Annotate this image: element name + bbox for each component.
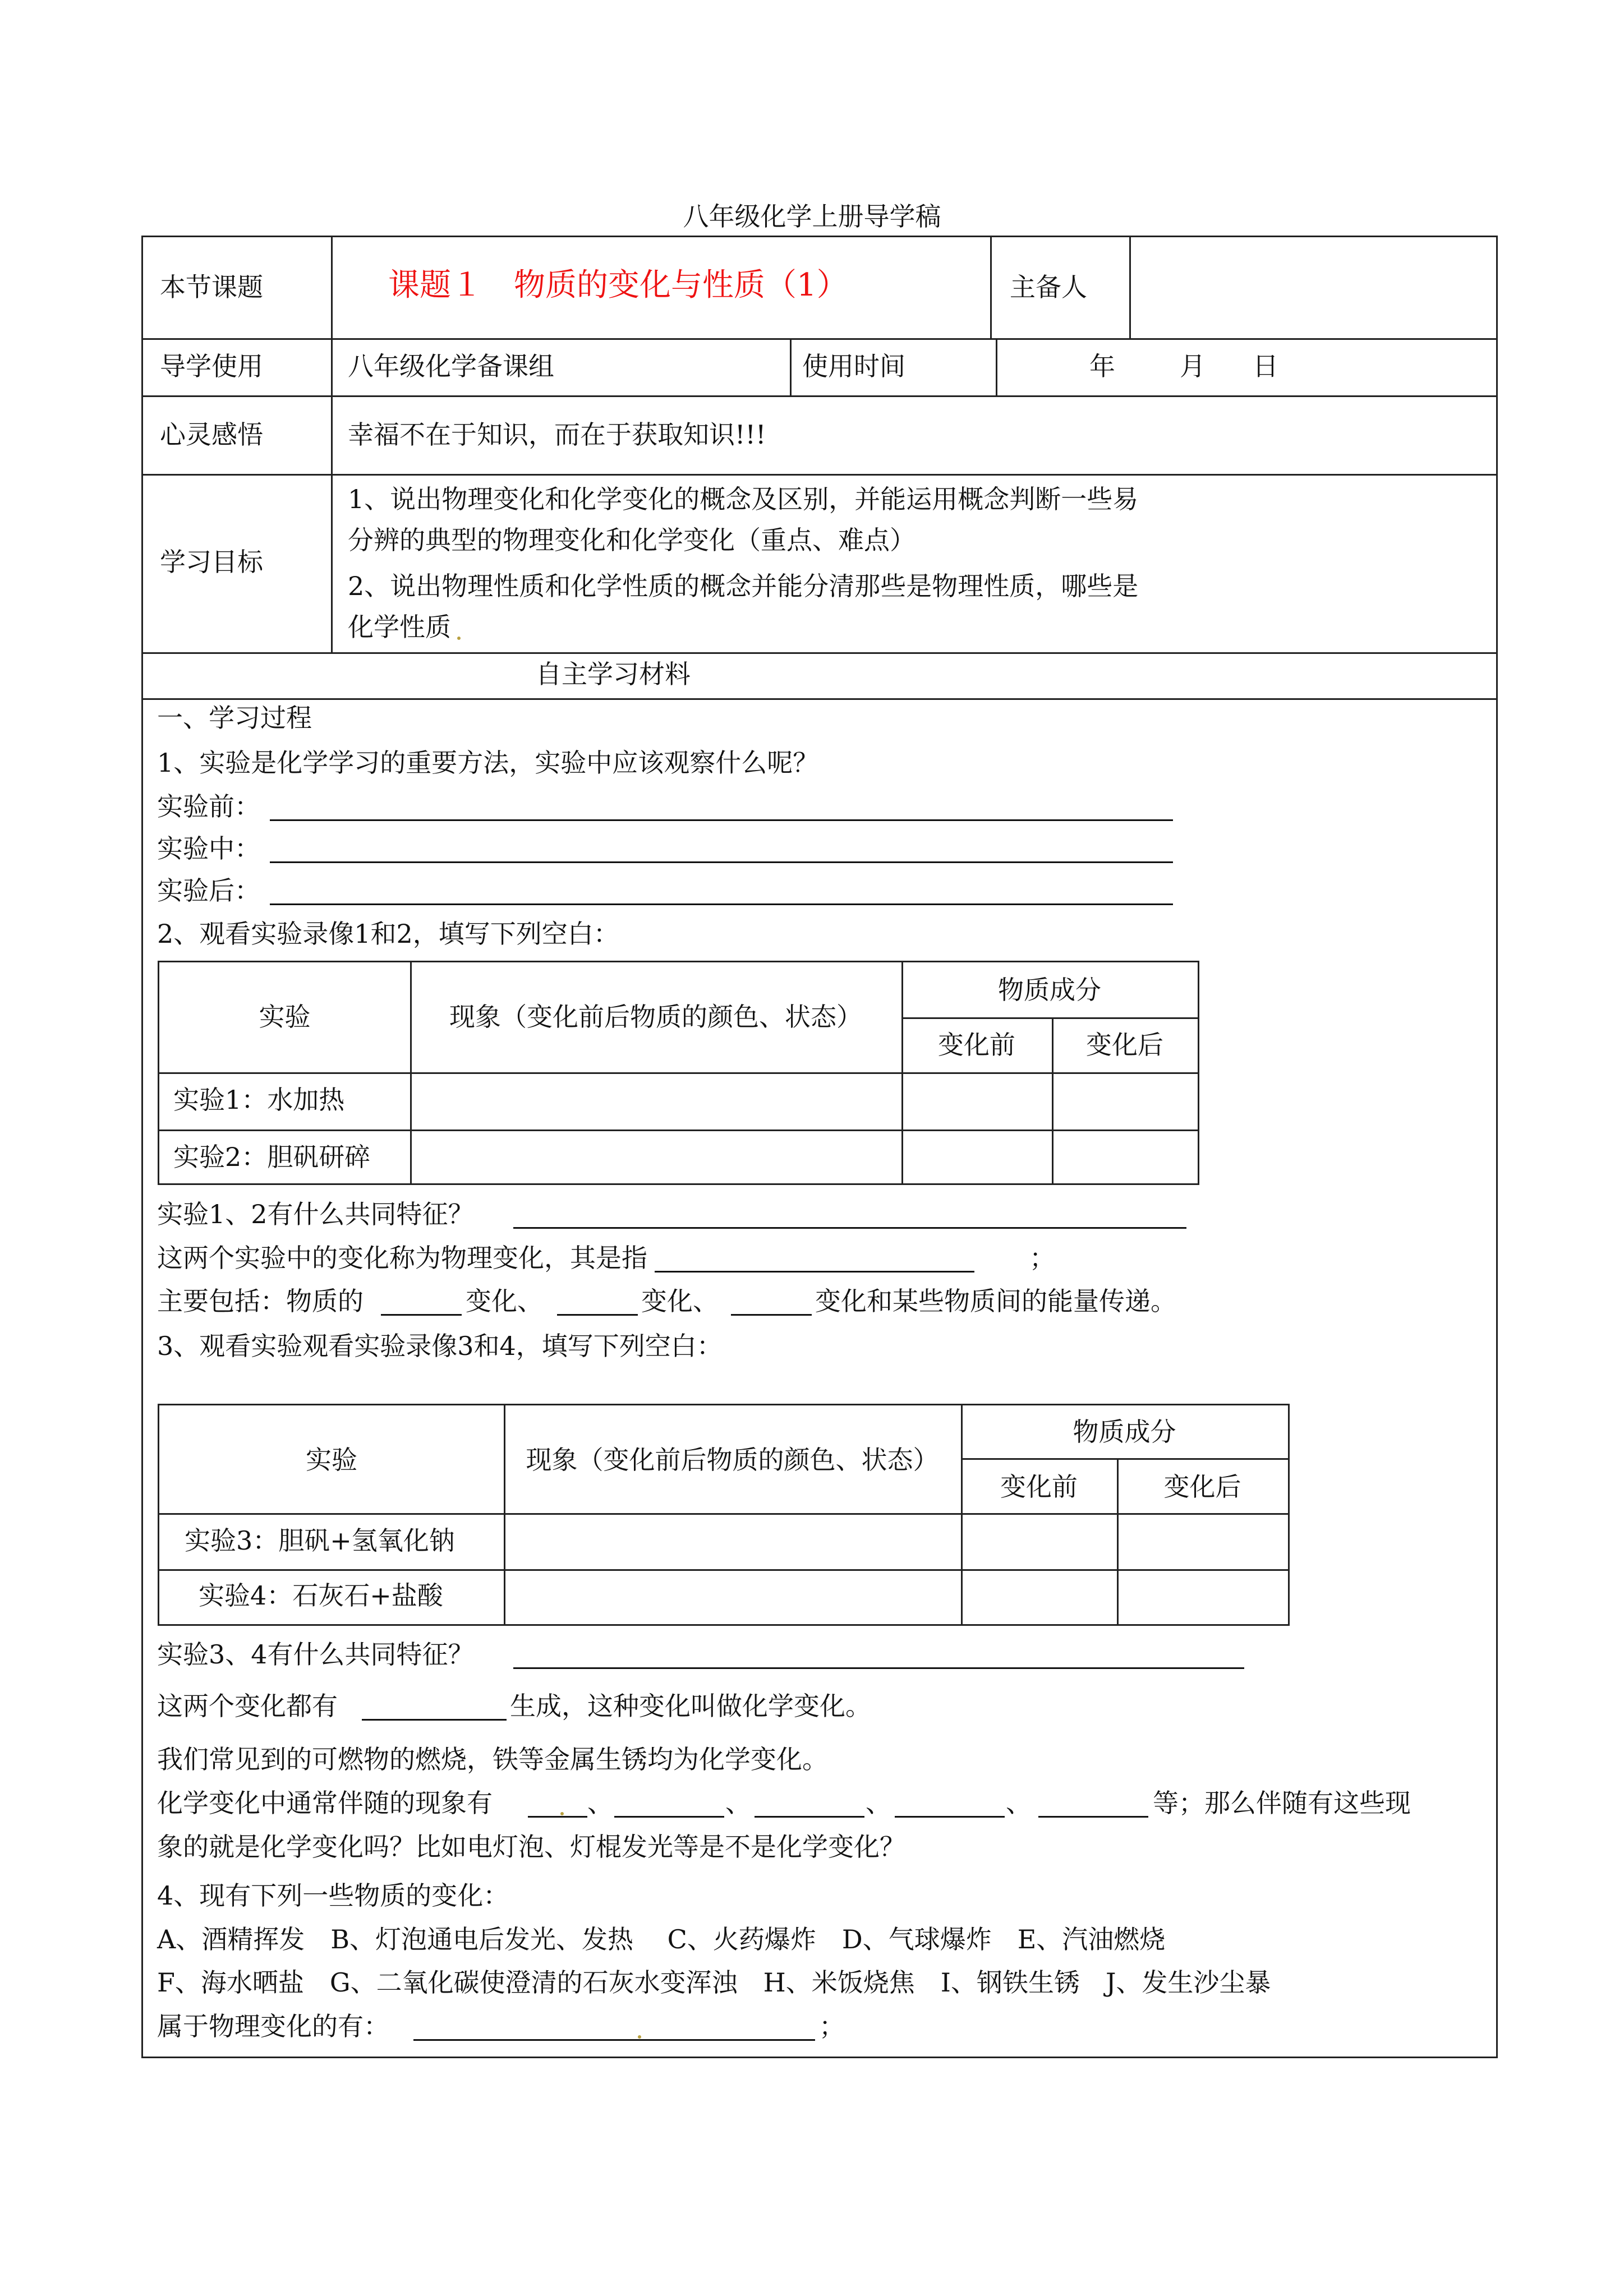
table2-header-experiment: 实验 [306, 1445, 357, 1475]
table1-header-after: 变化后 [1086, 1030, 1163, 1060]
includes-text-c: 变化、 [641, 1286, 719, 1316]
includes-blank-2[interactable] [557, 1314, 638, 1316]
goal-line: 1、说出物理变化和化学变化的概念及区别，并能运用概念判断一些易 [348, 484, 1139, 514]
during-label: 实验中： [157, 833, 260, 864]
table2-header-before: 变化前 [1000, 1472, 1078, 1502]
table1-row-2: 实验2：胆矾研碎 [173, 1142, 371, 1172]
semicolon: ； [1029, 1243, 1055, 1273]
physical-list-label: 属于物理变化的有： [157, 2011, 389, 2041]
year-label: 年 [1089, 351, 1115, 381]
common-change: 我们常见到的可燃物的燃烧，铁等金属生锈均为化学变化。 [157, 1744, 828, 1774]
options-line-1: A、酒精挥发 B、灯泡通电后发光、发热 C、火药爆炸 D、气球爆炸 E、汽油燃烧 [157, 1924, 1166, 1954]
motto-value: 幸福不在于知识，而在于获取知识!!! [348, 419, 766, 450]
semicolon: ； [819, 2011, 845, 2041]
question-3-tail: 实验3、4有什么共同特征？ [157, 1639, 474, 1670]
includes-blank-3[interactable] [731, 1314, 812, 1316]
question-2: 2、观看实验录像1和2，填写下列空白： [157, 919, 619, 949]
physical-definition: 这两个实验中的变化称为物理变化，其是指 [157, 1243, 647, 1273]
phenomena-blank-4[interactable] [895, 1816, 1005, 1818]
phenomena-blank-2[interactable] [614, 1816, 724, 1818]
guide-value: 八年级化学备课组 [348, 351, 554, 381]
phenomena-blank-3[interactable] [755, 1816, 864, 1818]
options-line-2: F、海水晒盐 G、二氧化碳使澄清的石灰水变浑浊 H、米饭烧焦 I、钢铁生锈 J、发生沙尘暴 [157, 1967, 1271, 1998]
includes-text-a: 主要包括：物质的 [157, 1286, 364, 1316]
question-2-tail: 实验1、2有什么共同特征？ [157, 1199, 474, 1229]
document-title: 八年级化学上册导学稿 [683, 201, 941, 232]
separator: 、 [725, 1788, 751, 1818]
table2-row-2: 实验4：石灰石+盐酸 [199, 1580, 443, 1611]
table2-row-1: 实验3：胆矾+氢氧化钠 [185, 1525, 455, 1556]
separator: 、 [587, 1788, 613, 1818]
phenomena-text-c: 象的就是化学变化吗？比如电灯泡、灯棍发光等是不是化学变化？ [157, 1832, 905, 1862]
physical-list-blank[interactable] [413, 2039, 815, 2041]
experiment-table-1 [158, 961, 1199, 1185]
includes-text-b: 变化、 [466, 1286, 543, 1316]
table2-header-composition: 物质成分 [1073, 1417, 1176, 1447]
process-heading: 一、学习过程 [157, 703, 312, 733]
q2-tail-blank[interactable] [513, 1227, 1186, 1229]
guide-label: 导学使用 [160, 351, 263, 381]
separator: 、 [1006, 1788, 1032, 1818]
lesson-label: 本节课题 [160, 272, 263, 302]
before-blank[interactable] [270, 819, 1173, 821]
chemical-blank[interactable] [362, 1719, 507, 1721]
phenomena-blank-5[interactable] [1038, 1816, 1148, 1818]
experiment-table-2 [158, 1404, 1290, 1626]
separator: 、 [866, 1788, 891, 1818]
q3-tail-blank[interactable] [513, 1667, 1244, 1669]
goal-line: 分辨的典型的物理变化和化学变化（重点、难点） [348, 525, 915, 555]
during-blank[interactable] [270, 861, 1173, 863]
after-blank[interactable] [270, 903, 1173, 905]
lesson-title: 课题１ 物质的变化与性质（1） [388, 267, 848, 303]
includes-blank-1[interactable] [381, 1314, 462, 1316]
worksheet-table [141, 236, 1498, 2058]
table1-row-1: 实验1：水加热 [173, 1085, 345, 1115]
goal-line: 化学性质 [348, 612, 451, 642]
preparer-label: 主备人 [1010, 272, 1087, 302]
phenomena-text-b: 等；那么伴随有这些现 [1153, 1788, 1411, 1818]
time-label: 使用时间 [802, 351, 905, 381]
goals-label: 学习目标 [160, 547, 263, 577]
stray-dot [560, 1812, 564, 1815]
after-label: 实验后： [157, 875, 260, 906]
table1-header-experiment: 实验 [259, 1002, 311, 1032]
chemical-text-a: 这两个变化都有 [157, 1691, 338, 1721]
table2-header-after: 变化后 [1163, 1472, 1241, 1502]
chemical-text-b: 生成，这种变化叫做化学变化。 [510, 1691, 871, 1721]
phenomena-blank-1[interactable] [528, 1816, 587, 1818]
includes-text-d: 变化和某些物质间的能量传递。 [815, 1286, 1176, 1316]
stray-dot [638, 2035, 641, 2039]
stray-dot [457, 637, 461, 640]
table1-header-phenomenon: 现象（变化前后物质的颜色、状态） [449, 1002, 862, 1032]
phenomena-text-a: 化学变化中通常伴随的现象有 [157, 1788, 493, 1818]
table2-header-phenomenon: 现象（变化前后物质的颜色、状态） [526, 1445, 939, 1475]
table1-header-composition: 物质成分 [998, 975, 1101, 1005]
motto-label: 心灵感悟 [160, 419, 263, 450]
table1-header-before: 变化前 [938, 1030, 1015, 1060]
goal-line: 2、说出物理性质和化学性质的概念并能分清那些是物理性质，哪些是 [348, 571, 1139, 601]
question-4: 4、现有下列一些物质的变化： [157, 1880, 509, 1911]
before-label: 实验前： [157, 791, 260, 822]
day-label: 日 [1253, 351, 1278, 381]
month-label: 月 [1180, 351, 1206, 381]
question-3: 3、观看实验观看实验录像3和4，填写下列空白： [157, 1331, 723, 1361]
section-title: 自主学习材料 [536, 659, 691, 689]
question-1: 1、实验是化学学习的重要方法，实验中应该观察什么呢？ [157, 748, 819, 778]
physical-def-blank[interactable] [655, 1271, 974, 1273]
